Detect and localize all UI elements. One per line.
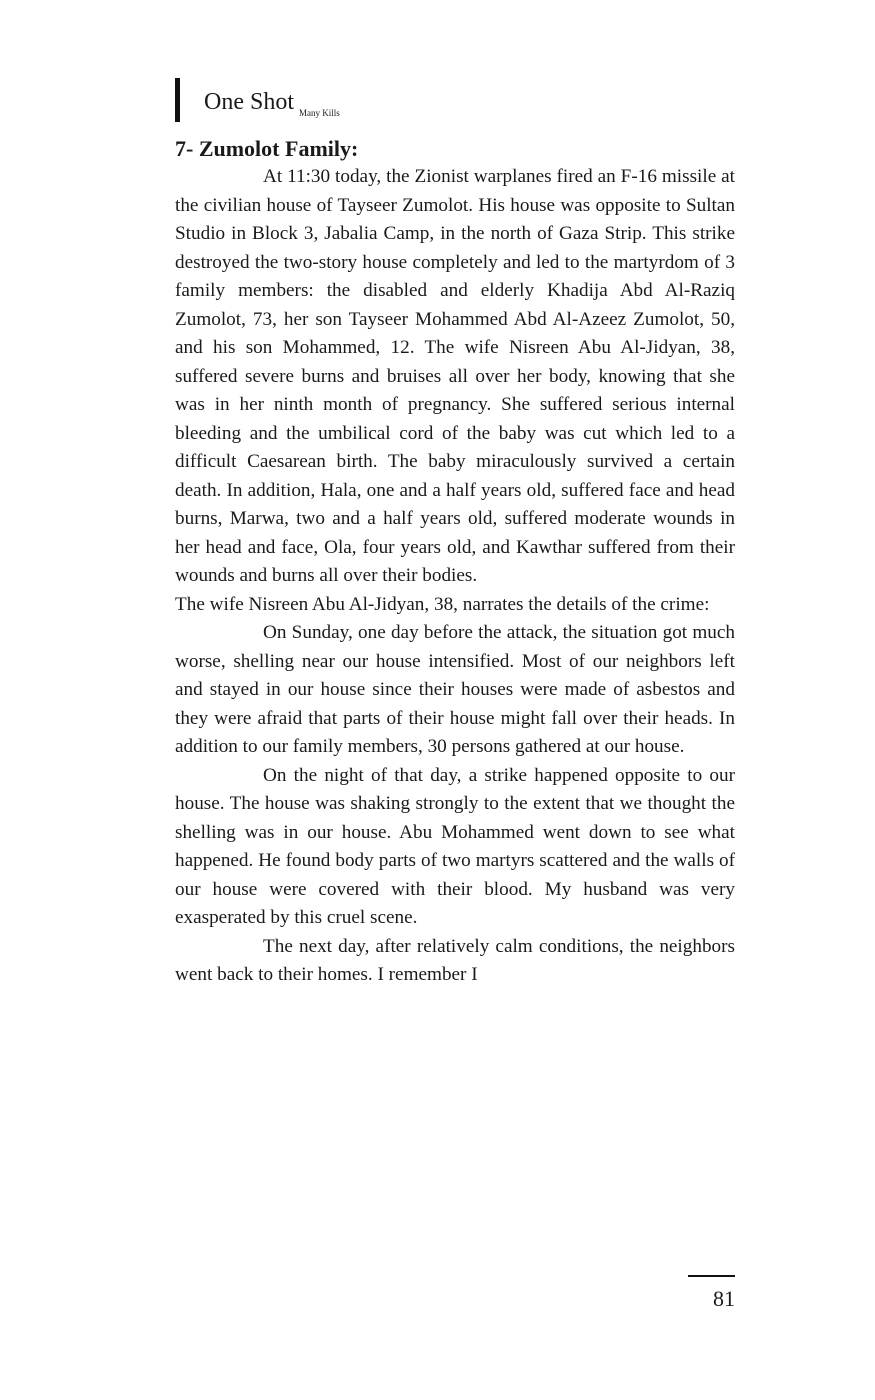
header-bar (175, 78, 180, 122)
paragraph-next-day: The next day, after relatively calm conditions, the neighbors went back to their homes. I remember I (175, 935, 735, 985)
page-content (175, 134, 735, 990)
footer-rule (688, 1275, 735, 1277)
paragraph-narration-lead: The wife Nisreen Abu Al-Jidyan, 38, narrates the details of the crime: (175, 593, 710, 615)
paragraph-sunday: On Sunday, one day before the attack, the situation got much worse, shelling near our house intensified. Most of our neighbors left and stayed in our house since their houses were made of asbestos and they were afraid that parts of their house might fall over their heads. In addition to our family members, 30 persons gathered at our house. (175, 622, 735, 757)
paragraph-intro: At 11:30 today, the Zionist warplanes fired an F-16 missile at the civilian house of Tayseer Zumolot. His house was opposite to Sultan Studio in Block 3, Jabalia Camp, in the north of Gaza Strip. This strike destroyed the two-story house completely and led to the martyrdom of 3 family members: the disabled and elderly Khadija Abd Al-Raziq Zumolot, 73, her son Tayseer Mohammed Abd Al-Azeez Zumolot, 50, and his son Mohammed, 12. The wife Nisreen Abu Al-Jidyan, 38, suffered severe burns and bruises all over her body, knowing that she was in her ninth month of pregnancy. She suffered serious internal bleeding and the umbilical cord of the baby was cut which led to a difficult Caesarean birth. The baby miraculously survived a certain death. In addition, Hala, one and a half years old, suffered face and head burns, Marwa, two and a half years old, suffered moderate wounds in her head and face, Ola, four years old, and Kawthar suffered from their wounds and burns all over their bodies. (175, 166, 735, 586)
section-heading: 7- Zumolot Family: (175, 136, 359, 161)
running-header (175, 78, 340, 122)
book-title: One Shot (204, 89, 294, 115)
paragraph-night-strike: On the night of that day, a strike happened opposite to our house. The house was shaking strongly to the extent that we thought the shelling was in our house. Abu Mohammed went down to see what happened. He found body parts of two martyrs scattered and the walls of our house were covered with their blood. My husband was very exasperated by this cruel scene. (175, 764, 735, 928)
page-number: 81 (713, 1286, 735, 1311)
book-subtitle: Many Kills (299, 108, 340, 118)
